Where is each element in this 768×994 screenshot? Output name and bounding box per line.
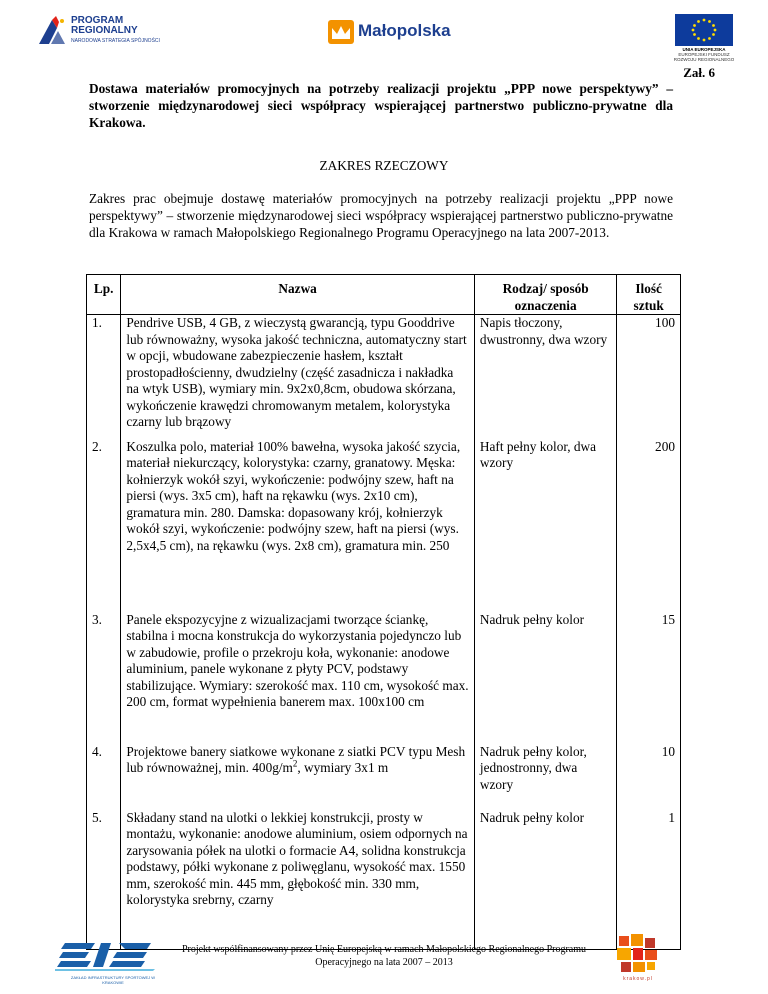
row-qty: 15 — [617, 612, 681, 744]
program-regionalny-logo — [37, 14, 177, 48]
program-logo-line2: REGIONALNY — [71, 25, 138, 36]
table-row — [87, 810, 681, 950]
eu-logo-line2: EUROPEJSKI FUNDUSZ — [678, 52, 730, 57]
row-lp: 2. — [87, 439, 121, 612]
row-lp: 5. — [87, 810, 121, 950]
footer-cofinancing-text: Projekt współfinansowany przez Unię Europejską w ramach Małopolskiego Regionalnego Programu Operacyjnego na lata 2007 – 2013 — [181, 944, 587, 968]
eu-logo — [669, 14, 739, 64]
row-qty: 10 — [617, 744, 681, 810]
row-name — [121, 744, 475, 810]
row-name: Panele ekspozycyjne z wizualizacjami tworzące ściankę, stabilna i mocna konstrukcja do wykorzystania pojedynczo lub w zabudowie, profile o przekroju koła, wykonanie: anodowe aluminium, panele wykonane z płyty PCV, podstawy stabilizujące. Wymiary: szerokość max. 110 cm, wysokość max. 200 cm, format wypełnienia banerem max. 100x100 cm — [121, 612, 475, 744]
table-row — [87, 744, 681, 810]
eu-logo-caption — [669, 47, 739, 62]
row-marking: Haft pełny kolor, dwa wzory — [474, 439, 616, 612]
table-row — [87, 315, 681, 439]
row-name-text: Projektowe banery siatkowe wykonane z siatki PCV typu Mesh lub równoważnej, min. 400g/m — [126, 743, 466, 775]
eu-logo-line1: UNIA EUROPEJSKA — [682, 47, 726, 52]
row-qty: 100 — [617, 315, 681, 439]
row-name: Pendrive USB, 4 GB, z wieczystą gwarancją, typu Gooddrive lub równoważny, wysoka jakość techniczna, automatyczny start w opcji, wbudowane zabezpieczenie hasłem, kształt prostopadłościenny, dwudzielny (część zasadnicza i nakładka na wtyk USB), wymiary min. 9x2x0,8cm, obudowa skórzana, wykończenie krawędzi chromowanym metalem, kolorystyka czarny lub brązowy — [121, 315, 475, 439]
row-name: Składany stand na ulotki o lekkiej konstrukcji, prosty w montażu, wykonanie: anodowe aluminium, osiem odpornych na zarysowania półek na ulotki o formacie A4, solidna konstrukcja podstawy, półki wykonane z poliwęglanu, wysokość max. 1550 mm, szerokość min. 445 mm, głębokość min. 330 mm, kolorystyka srebrny, czarny — [121, 810, 475, 950]
eis-logo-caption: ZAKŁAD INFRASTRUKTURY SPORTOWEJ W KRAKOWIE — [70, 975, 156, 985]
malopolska-logo — [328, 18, 478, 46]
intro-paragraph: Zakres prac obejmuje dostawę materiałów promocyjnych na potrzeby realizacji projektu „PPP nowe perspektywy” – stworzenie międzynarodowej sieci współpracy wspierającej partnerstwo publiczno-prywatne dla Krakowa w ramach Małopolskiego Regionalnego Programu Operacyjnego na lata 2007-2013. — [89, 191, 673, 240]
header-qty: Ilość sztuk — [617, 275, 681, 315]
row-name-superscript: 2 — [292, 758, 298, 769]
header-lp: Lp. — [87, 275, 121, 315]
program-logo-text — [71, 16, 138, 36]
eu-flag-icon — [669, 14, 739, 46]
table-header-row — [87, 275, 681, 315]
row-marking: Nadruk pełny kolor, jednostronny, dwa wzory — [474, 744, 616, 810]
annex-label: Zał. 6 — [683, 65, 715, 80]
eis-logo — [55, 935, 175, 985]
program-logo-subtitle: NARODOWA STRATEGIA SPÓJNOŚCI — [71, 38, 160, 44]
eu-logo-line3: ROZWOJU REGIONALNEGO — [673, 57, 735, 62]
section-heading: ZAKRES RZECZOWY — [319, 158, 449, 173]
row-lp: 3. — [87, 612, 121, 744]
row-lp: 1. — [87, 315, 121, 439]
table-row — [87, 612, 681, 744]
krakow-logo-graphic-icon — [613, 932, 663, 974]
table-row — [87, 439, 681, 612]
row-lp: 4. — [87, 744, 121, 810]
row-qty: 200 — [617, 439, 681, 612]
row-name: Koszulka polo, materiał 100% bawełna, wysoka jakość szycia, materiał niekurczący, kolorystyka: czarny, granatowy. Męska: kołnierzyk wokół szyi, wykończenie: podwójny szew, haft na piersi (wys. 3x5 cm), haft na rękawku (wys. 2x10 cm), gramatura min. 280. Damska: dopasowany krój, kołnierzyk wokół szyi, wykończenie: podwójny szew, haft na piersi (wys. 2,5x4,5 cm), na rękawku (wys. 2x8 cm), gramatura min. 250 — [121, 439, 475, 612]
krakow-logo — [613, 932, 663, 982]
header-name: Nazwa — [121, 275, 475, 315]
program-logo-line1: PROGRAM — [71, 15, 124, 26]
row-qty: 1 — [617, 810, 681, 950]
materials-table — [86, 274, 681, 950]
row-marking: Nadruk pełny kolor — [474, 810, 616, 950]
row-marking: Napis tłoczony, dwustronny, dwa wzory — [474, 315, 616, 439]
krakow-logo-caption: krakow.pl — [623, 976, 653, 982]
row-name-text-end: , wymiary 3x1 m — [297, 760, 389, 775]
malopolska-name: Małopolska — [358, 21, 451, 40]
malopolska-emblem-icon — [328, 20, 354, 44]
program-logo-emblem-icon — [37, 16, 67, 46]
row-marking: Nadruk pełny kolor — [474, 612, 616, 744]
header-marking: Rodzaj/ sposób oznaczenia — [474, 275, 616, 315]
eis-logo-graphic-icon — [55, 935, 175, 975]
document-title: Dostawa materiałów promocyjnych na potrzeby realizacji projektu „PPP nowe perspektywy” – stworzenie międzynarodowej sieci współpracy wspierającej partnerstwo publiczno-prywatne dla Krakowa. — [89, 81, 673, 130]
